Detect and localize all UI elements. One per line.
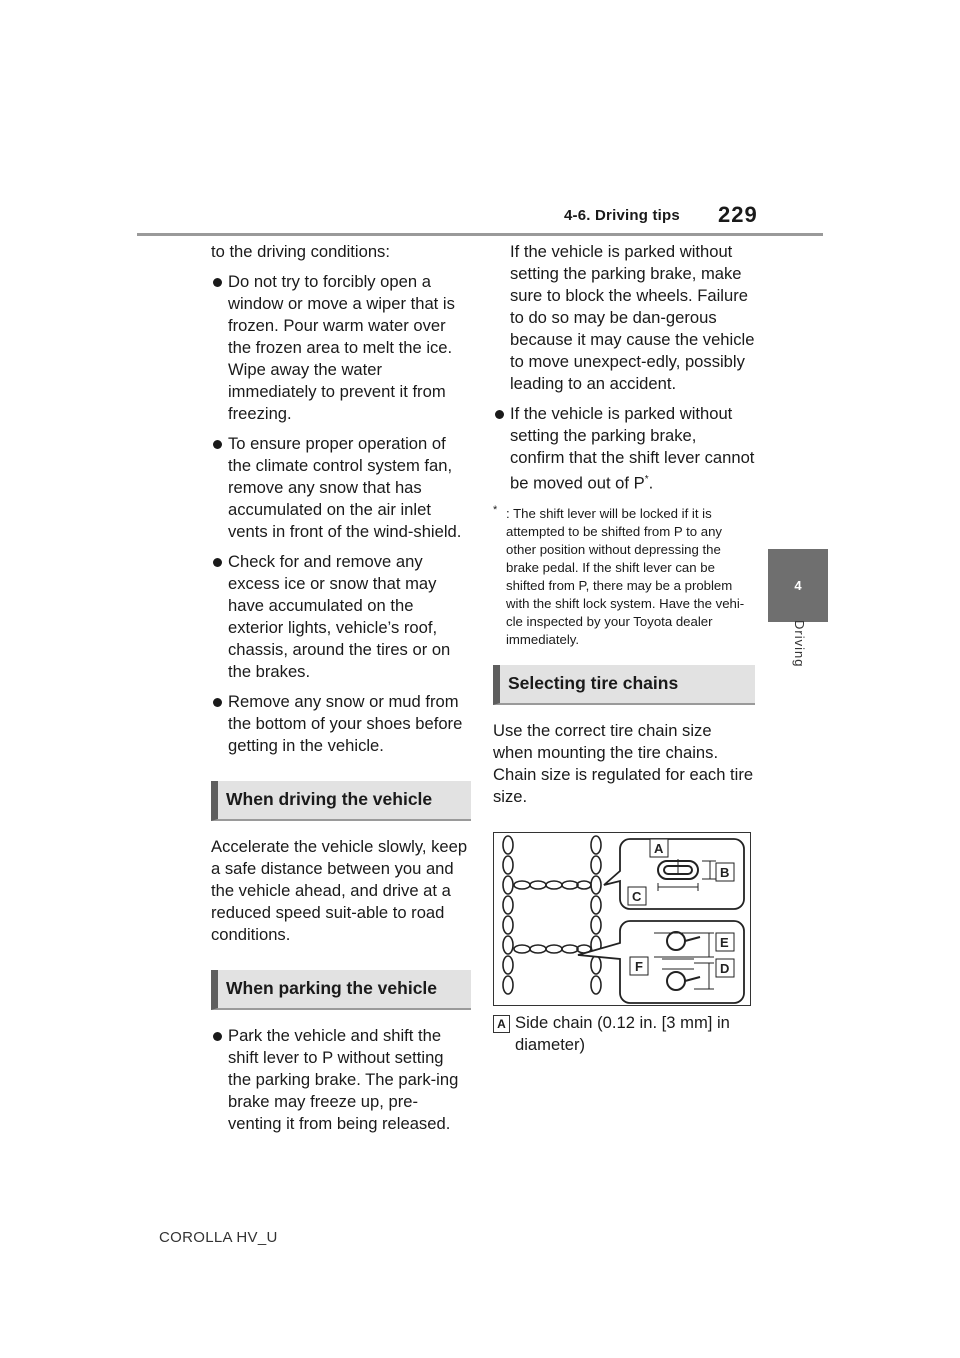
label-f: F [635,958,643,974]
footnote [493,505,755,649]
right-column [493,241,755,1056]
figure-caption [493,1012,755,1056]
bullet-text: If the vehicle is parked without setting the parking brake, confirm that the shift lever cannot be moved out of P [510,404,755,493]
footer-model: COROLLA HV_U [159,1229,278,1246]
label-e: E [720,934,729,950]
bullet-item: Remove any snow or mud from the bottom of your shoes before getting in the vehicle. [211,691,471,765]
footnote-text: : The shift lever will be locked if it is attempted to be shifted from P to any other position without depressing the brake pedal. If the shift lever can be shifted from P, there may be a problem with the shift lock system. Have the vehi-cle inspected by your Toyota dealer immediately. [506,505,745,647]
bullet-item: Park the vehicle and shift the shift lever to P without setting the parking brake. The park-ing brake may freeze up, pre-venting it from being released. [211,1025,471,1143]
chapter-tab: 4 [768,549,828,622]
label-d: D [720,960,730,976]
asterisk-mark: * [644,474,649,485]
page-number: 229 [718,202,758,227]
header-divider [137,233,823,236]
driving-text: Accelerate the vehicle slowly, keep a safe distance between you and the vehicle ahead, and drive at a reduced speed suit-able to road conditions. [211,837,468,944]
caption-text: Side chain (0.12 in. [3 mm] in diameter) [515,1012,730,1054]
label-c: C [632,888,642,904]
heading-chains: Selecting tire chains [493,665,755,705]
label-b: B [720,864,730,880]
heading-driving: When driving the vehicle [211,781,471,821]
heading-parking: When parking the vehicle [211,970,471,1010]
bullet-item: To ensure proper operation of the climate control system fan, remove any snow that has accumulated on the air inlet vents in front of the wind-shield. [211,433,471,551]
left-column [211,241,471,1143]
intro-text: to the driving conditions: [211,242,390,261]
chains-text: Use the correct tire chain size when mounting the tire chains. Chain size is regulated for each tire size. [493,720,754,806]
tire-chain-illustration [494,833,750,1005]
section-title: 4-6. Driving tips [564,207,680,224]
bullet-suffix: . [648,473,654,493]
bullet-item: Do not try to forcibly open a window or move a wiper that is frozen. Pour warm water over the frozen area to melt the ice. Wipe away the water immediately to prevent it from freezing. [211,271,471,433]
tire-chain-figure [493,832,751,1006]
chapter-label: Driving [792,620,807,668]
caption-letter: A [493,1015,510,1033]
footnote-mark: * [493,503,498,516]
bullet-item [493,403,755,503]
bullet-item: Check for and remove any excess ice or snow that may have accumulated on the exterior lights, vehicle’s roof, chassis, around the tires or on the brakes. [211,551,471,691]
label-a: A [654,840,664,856]
continuation-text: If the vehicle is parked without setting the parking brake, make sure to block the wheels. Failure to do so may be dan-gerous because it may cause the vehicle to move unexpect-edly, possibly leading to an accident. [510,242,755,393]
